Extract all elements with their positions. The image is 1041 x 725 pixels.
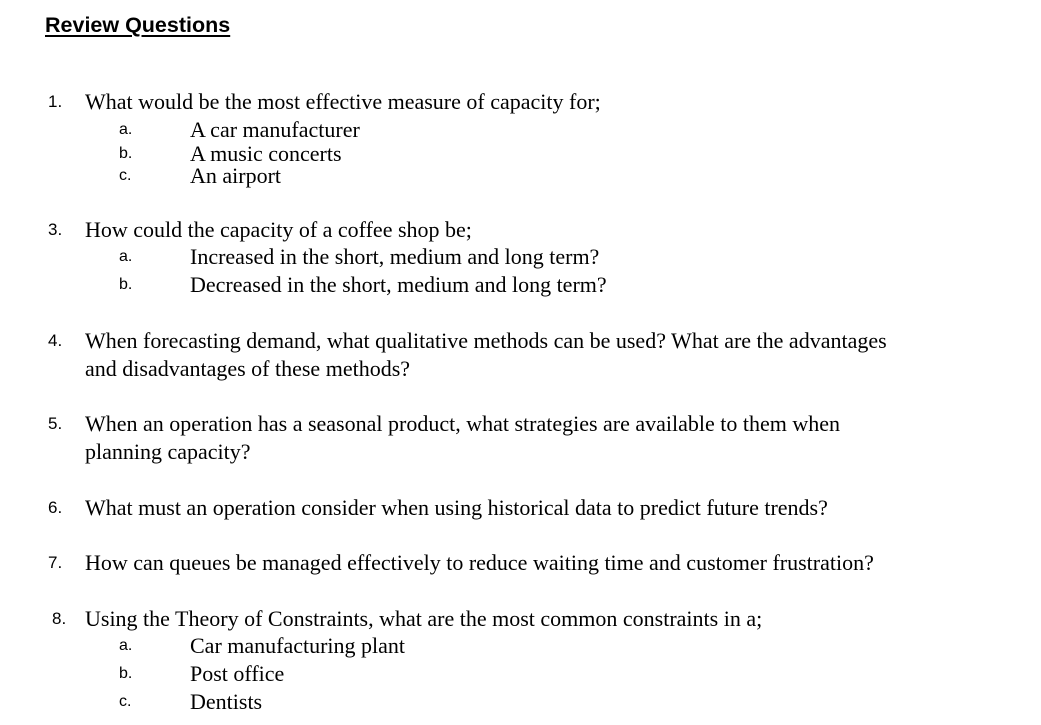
question-number: 4. [48, 331, 63, 350]
sub-question-letter: c. [119, 167, 132, 184]
sub-question-letter: a. [119, 637, 133, 654]
question-text-line-2: and disadvantages of these methods? [85, 356, 411, 381]
question-number: 8. [52, 609, 67, 628]
sub-question-text: Increased in the short, medium and long term? [190, 244, 600, 269]
sub-question-text: A music concerts [190, 141, 342, 166]
sub-question-text: A car manufacturer [190, 117, 360, 142]
question-number: 7. [48, 553, 63, 572]
question-number: 6. [48, 498, 63, 517]
question-text: What must an operation consider when using historical data to predict future trends? [85, 495, 828, 520]
sub-question-letter: b. [119, 665, 133, 682]
question-text-line-1: When forecasting demand, what qualitative methods can be used? What are the advantages [85, 328, 887, 353]
question-text-line-1: When an operation has a seasonal product, what strategies are available to them when [85, 411, 841, 436]
sub-question-letter: b. [119, 145, 133, 162]
question-text: What would be the most effective measure of capacity for; [85, 89, 601, 114]
sub-question-8a [0, 634, 1041, 658]
sub-question-3a [0, 245, 1041, 269]
sub-question-1c [0, 164, 1041, 188]
sub-question-8c [0, 690, 1041, 714]
question-text-line-2: planning capacity? [85, 439, 251, 464]
sub-question-1a [0, 118, 1041, 142]
sub-question-text: Car manufacturing plant [190, 633, 406, 658]
question-text: Using the Theory of Constraints, what are the most common constraints in a; [85, 606, 763, 631]
question-number: 1. [48, 92, 63, 111]
sub-question-letter: a. [119, 248, 133, 265]
question-text: How could the capacity of a coffee shop be; [85, 217, 472, 242]
page-title: Review Questions [45, 13, 231, 37]
sub-question-3b [0, 273, 1041, 297]
question-number: 3. [48, 220, 63, 239]
sub-question-1b [0, 142, 1041, 166]
sub-question-text: An airport [190, 163, 282, 188]
sub-question-letter: b. [119, 276, 133, 293]
question-text: How can queues be managed effectively to reduce waiting time and customer frustration? [85, 550, 874, 575]
sub-question-8b [0, 662, 1041, 686]
sub-question-letter: c. [119, 693, 132, 710]
sub-question-text: Dentists [190, 689, 263, 714]
sub-question-text: Decreased in the short, medium and long term? [190, 272, 607, 297]
sub-question-letter: a. [119, 121, 133, 138]
question-number: 5. [48, 414, 63, 433]
sub-question-text: Post office [190, 661, 285, 686]
